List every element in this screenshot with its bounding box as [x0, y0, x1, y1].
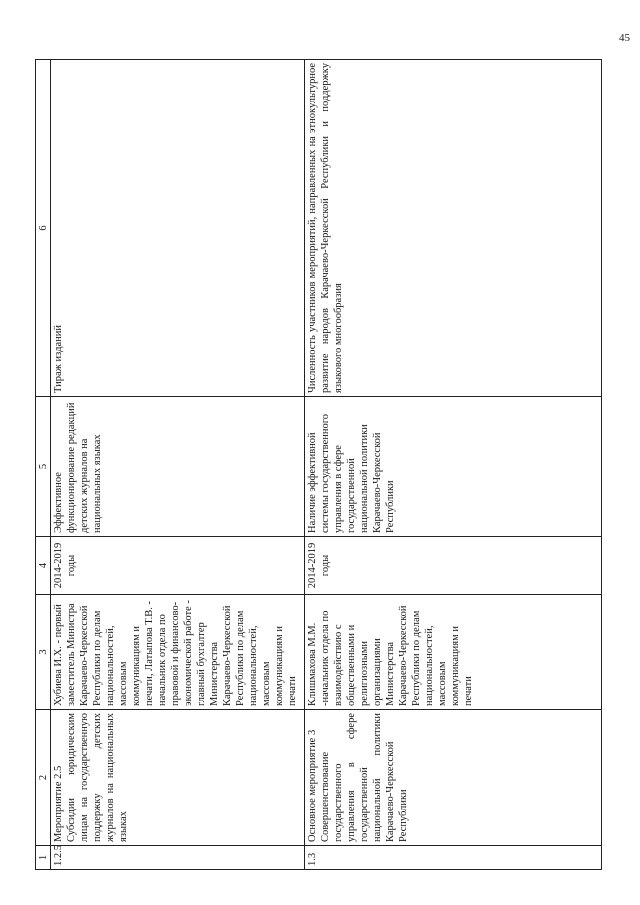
- table-row: [51, 60, 305, 870]
- rotated-page: [35, 60, 602, 870]
- row-number: 1.2.5: [51, 846, 305, 870]
- table-row: [305, 60, 602, 870]
- period-cell: 2014-2019 годы: [305, 537, 602, 595]
- indicator-cell: Численность участников мероприятий, направленных на этнокультурное развитие народов Карачаево-Черкесской Республики и поддержку языкового многообразия: [305, 60, 602, 397]
- header-row: [36, 60, 51, 870]
- period-cell: 2014-2019 годы: [51, 537, 305, 595]
- page-number: 45: [619, 32, 630, 44]
- event-cell: Основное мероприятие 3 Совершенствование государственного управления в сфере государственной национальной политики Карачаево-Черкесской Республики: [305, 710, 602, 846]
- row-number: 1.3: [305, 846, 602, 870]
- responsible-cell: Хубиева И.Х. - первый заместитель Министра Карачаево-Черкесской Республики по делам национальностей, массовым коммуникациям и печати, Латыпова Т.В. - начальник отдела по правовой и финансово-экономической работе - главный бухгалтер Министерства Карачаево-Черкесской Республики по делам национальностей, массовым коммуникациям и печати: [51, 595, 305, 710]
- indicator-cell: Тираж изданий: [51, 60, 305, 397]
- program-table: [35, 59, 602, 870]
- result-cell: Эффективное функционирование редакций детских журналов на национальных языках: [51, 397, 305, 537]
- event-cell: Мероприятие 2.5 Субсидии юридическим лицам на государственную поддержку детских журналов на национальных языках: [51, 710, 305, 846]
- header-cell: 4: [36, 537, 51, 595]
- header-cell: 1: [36, 846, 51, 870]
- responsible-cell: Клишмахова М.М. -начальник отдела по взаимодействию с общественными и религиозными организациями Министерства Карачаево-Черкесской Республики по делам национальностей, массовым коммуникациям и печати: [305, 595, 602, 710]
- header-cell: 2: [36, 710, 51, 846]
- header-cell: 5: [36, 397, 51, 537]
- header-cell: 3: [36, 595, 51, 710]
- result-cell: Наличие эффективной системы государственного управления в сфере государственной национальной политики Карачаево-Черкесской Республики: [305, 397, 602, 537]
- header-cell: 6: [36, 60, 51, 397]
